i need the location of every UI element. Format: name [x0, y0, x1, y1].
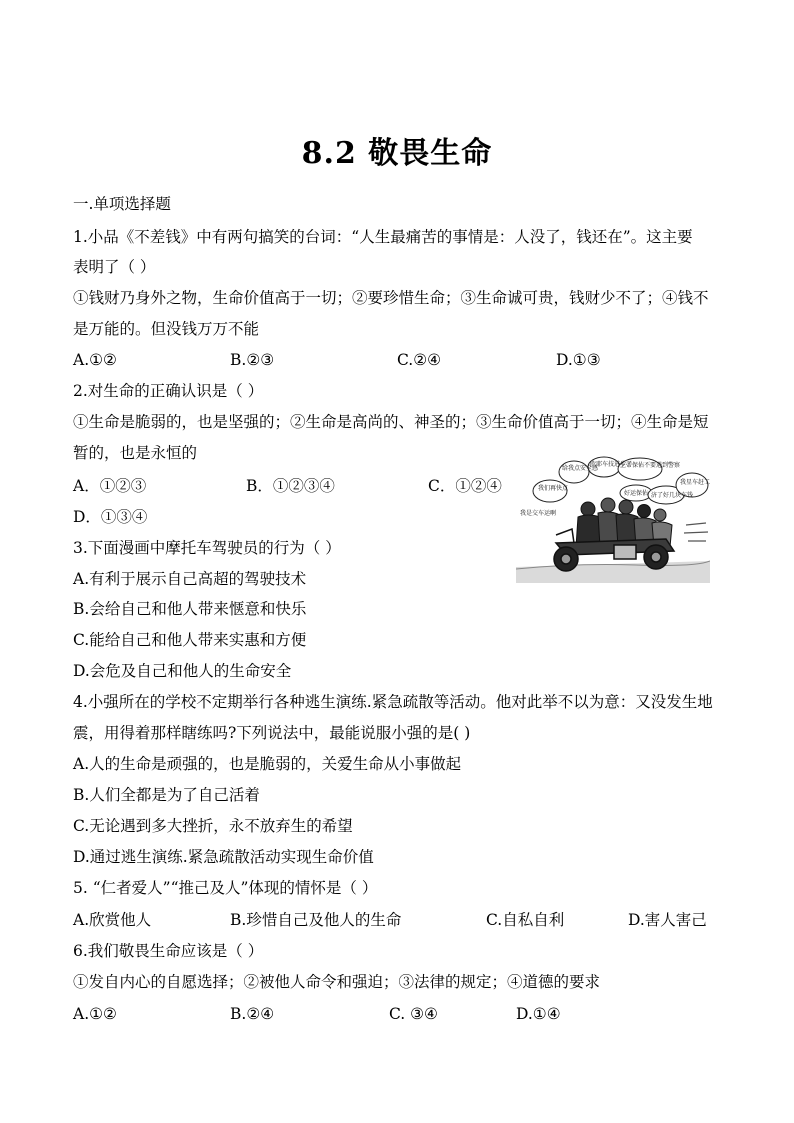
- q3-option-c: C.能给自己和他人带来实惠和方便: [73, 631, 307, 649]
- cartoon-bubble-6: 济了好几块车钱: [651, 492, 694, 499]
- cartoon-bubble-2: 给我点安全感: [562, 465, 599, 472]
- q6-option-d: D.①④: [516, 1005, 561, 1023]
- q2-option-c: C．①②④: [428, 477, 502, 495]
- q1-stem-line1: 1.小品《不差钱》中有两句搞笑的台词：“人生最痛苦的事情是：人没了，钱还在”。这主要: [73, 228, 693, 246]
- q1-option-d: D.①③: [556, 351, 601, 369]
- q2-option-a: A．①②③: [73, 477, 147, 495]
- q1-stem-line2: 表明了（ ）: [73, 258, 156, 276]
- q5-option-a: A.欣赏他人: [73, 911, 152, 929]
- q3-option-a: A.有利于展示自己高超的驾驶技术: [73, 570, 307, 588]
- q6-option-b: B.②④: [230, 1005, 275, 1023]
- cartoon-bubble-1: 我们再快点: [538, 485, 569, 492]
- q6-option-a: A.①②: [73, 1005, 117, 1023]
- q3-stem: 3.下面漫画中摩托车驾驶员的行为（ ）: [73, 539, 341, 557]
- q4-option-c: C.无论遇到多大挫折，永不放弃生的希望: [73, 817, 353, 835]
- q1-statements-line2: 是万能的。但没钱万万不能: [73, 320, 260, 338]
- cartoon-bubble-3: 欧耶车技进步了: [590, 461, 633, 468]
- q2-option-b: B．①②③④: [246, 477, 335, 495]
- motorcycle-cartoon: [516, 455, 710, 583]
- q6-stem: 6.我们敬畏生命应该是（ ）: [73, 942, 264, 960]
- q4-stem-line2: 震，用得着那样瞎练吗?下列说法中，最能说服小强的是( ): [73, 724, 471, 742]
- q6-option-c: C. ③④: [389, 1005, 438, 1023]
- q1-option-c: C.②④: [397, 351, 442, 369]
- q2-statements-line2: 暂的，也是永恒的: [73, 444, 198, 462]
- cartoon-bubble-5: 好运保佑: [624, 490, 649, 497]
- q2-stem: 2.对生命的正确认识是（ ）: [73, 382, 264, 400]
- cartoon-bubble-7: 我星车赶工: [680, 479, 710, 486]
- motorcycle-cartoon-icon: [516, 455, 710, 583]
- q3-option-b: B.会给自己和他人带来惬意和快乐: [73, 600, 307, 618]
- q2-statements-line1: ①生命是脆弱的，也是坚强的；②生命是高尚的、神圣的；③生命价值高于一切；④生命是短: [73, 413, 709, 431]
- q4-option-a: A.人的生命是顽强的，也是脆弱的，关爱生命从小事做起: [73, 755, 462, 773]
- q2-option-d: D．①③④: [73, 508, 148, 526]
- q3-option-d: D.会危及自己和他人的生命安全: [73, 662, 292, 680]
- q1-statements-line1: ①钱财乃身外之物，生命价值高于一切；②要珍惜生命；③生命诚可贵，钱财少不了；④钱不: [73, 289, 709, 307]
- q5-stem: 5. “仁者爱人”“推己及人”体现的情怀是（ ）: [73, 879, 378, 897]
- q5-option-b: B.珍惜自己及他人的生命: [230, 911, 402, 929]
- q4-stem-line1: 4.小强所在的学校不定期举行各种逃生演练.紧急疏散等活动。他对此举不以为意：又没发生地: [73, 693, 713, 711]
- q1-option-a: A.①②: [73, 351, 117, 369]
- section-heading: 一.单项选择题: [73, 195, 171, 213]
- q1-option-b: B.②③: [230, 351, 275, 369]
- page-title: 8.2 敬畏生命: [301, 136, 493, 171]
- q6-statements: ①发自内心的自愿选择；②被他人命令和强迫；③法律的规定；④道德的要求: [73, 973, 601, 991]
- cartoon-bubble-8: 我是交车运啊: [520, 510, 557, 517]
- q4-option-d: D.通过逃生演练.紧急疏散活动实现生命价值: [73, 848, 374, 866]
- q5-option-c: C.自私自利: [486, 911, 565, 929]
- cartoon-bubble-4: 上帝保佑不要遇到警察: [620, 462, 681, 469]
- q4-option-b: B.人们全都是为了自己活着: [73, 786, 260, 804]
- q5-option-d: D.害人害己: [628, 911, 707, 929]
